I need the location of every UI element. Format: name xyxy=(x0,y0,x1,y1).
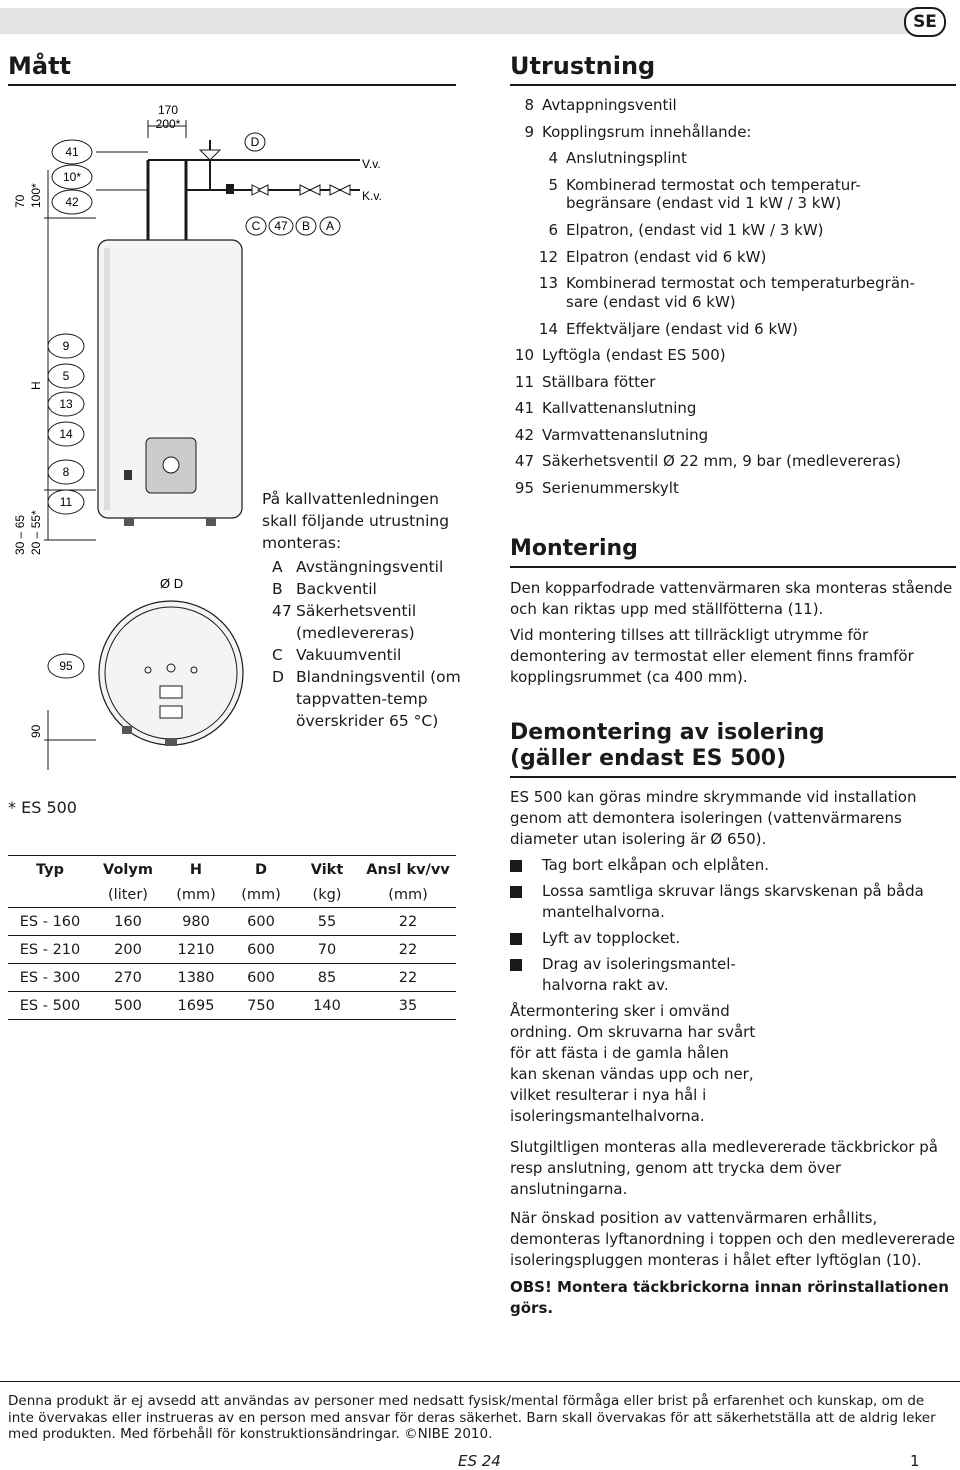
equipment-item xyxy=(512,244,952,271)
table-cell: 35 xyxy=(398,997,418,1014)
footer-rule xyxy=(0,1381,960,1382)
table-row xyxy=(8,992,456,1020)
dim-100: 100* xyxy=(29,183,43,208)
equipment-text: Kopplingsrum innehållande: xyxy=(542,122,752,141)
label-9: 9 xyxy=(62,339,70,353)
unit-cell: (mm) xyxy=(241,887,281,903)
equipment-text: Varmvattenanslutning xyxy=(542,425,709,444)
note-item xyxy=(272,556,462,578)
equipment-number: 8 xyxy=(524,96,534,114)
table-cell: ES - 160 xyxy=(19,913,81,930)
title-rule xyxy=(510,776,956,778)
valve-label-a: A xyxy=(325,219,335,233)
flow-label-kv: K.v. xyxy=(362,189,382,203)
equipment-item xyxy=(512,145,952,172)
table-cell: 980 xyxy=(182,913,210,930)
table-cell: 500 xyxy=(114,997,142,1014)
table-cell: 22 xyxy=(398,941,418,958)
bullet-list xyxy=(510,855,940,996)
table-cell: 200 xyxy=(114,941,142,958)
equipment-text: Kombinerad termostat och temperatur- xyxy=(566,175,861,194)
montering-text xyxy=(510,578,956,688)
footer-disclaimer: Denna produkt är ej avsedd att användas av personer med nedsatt fysisk/mental förmåga eller brist på erfarenhet och kunskap, om de inte övervakas eller instrueras av en person med ansvar för deras säkerhet. Barn skall övervakas för att säkerhetställa att de aldrig leker med produkten. Med förbehåll för konstruktionsändringar. ©NIBE 2010. xyxy=(8,1393,936,1442)
note-key: 47 xyxy=(272,602,292,620)
table-cell: 1695 xyxy=(177,997,215,1014)
table-cell: 1380 xyxy=(177,969,215,986)
demontering-text xyxy=(510,787,956,1319)
section-title-matt: Mått xyxy=(8,52,72,80)
equipment-text: Lyftögla (endast ES 500) xyxy=(542,346,726,364)
label-10: 10* xyxy=(62,170,82,184)
dim-170: 170 xyxy=(157,103,179,117)
section-title-demontering: Demontering av isolering xyxy=(510,720,825,745)
equipment-number: 13 xyxy=(538,274,558,292)
spec-table xyxy=(8,856,456,1020)
dim-70: 70 xyxy=(13,194,27,208)
note-item xyxy=(272,644,462,666)
equipment-item xyxy=(512,448,952,475)
header-bar xyxy=(0,8,922,34)
note-intro: På kallvattenledningen skall följande utrustning monteras: xyxy=(262,490,450,552)
equipment-text: Effektväljare (endast vid 6 kW) xyxy=(566,319,798,338)
equipment-item xyxy=(512,342,952,369)
equipment-number: 14 xyxy=(538,319,558,338)
table-cell: ES - 300 xyxy=(19,969,81,986)
unit-cell: (mm) xyxy=(388,887,428,903)
equipment-item xyxy=(512,422,952,449)
title-rule xyxy=(510,84,956,86)
table-cell: 270 xyxy=(114,969,142,986)
paragraph: Vid montering tillses att tillräckligt utrymme för demontering av termostat eller element finns framför kopplingsrummet (ca 400 mm). xyxy=(510,626,914,686)
equipment-number: 6 xyxy=(548,221,558,239)
table-row xyxy=(8,936,456,964)
equipment-number: 10 xyxy=(514,346,534,364)
section-subtitle-demontering: (gäller endast ES 500) xyxy=(510,746,787,771)
table-cell: 750 xyxy=(247,997,275,1014)
dim-h: H xyxy=(29,381,43,390)
unit-cell xyxy=(8,883,92,908)
equipment-text: Kombinerad termostat och temperaturbegrän- xyxy=(566,274,915,292)
note-text: Blandningsventil (om tappvatten-temp överskrider 65 °C) xyxy=(296,668,461,730)
note-item xyxy=(272,600,462,644)
valve-labels xyxy=(245,133,340,235)
note-key: A xyxy=(272,558,283,576)
note-text: Vakuumventil xyxy=(296,646,402,664)
heater-top-view xyxy=(99,601,243,746)
col-header: Typ xyxy=(35,861,64,878)
equipment-text: begränsare (endast vid 1 kW / 3 kW) xyxy=(566,194,842,212)
note-key: B xyxy=(272,580,283,598)
equipment-item xyxy=(512,395,952,422)
equipment-number: 41 xyxy=(514,399,534,417)
col-header: Volym xyxy=(103,861,153,878)
equipment-item xyxy=(512,217,952,244)
equipment-text: Avtappningsventil xyxy=(542,96,677,114)
valve-label-b: B xyxy=(301,219,311,233)
unit-cell: (liter) xyxy=(108,887,148,903)
note-key: D xyxy=(272,668,284,686)
unit-cell: (mm) xyxy=(176,887,216,903)
table-cell: 160 xyxy=(114,913,142,930)
dim-20-55: 20 – 55* xyxy=(29,510,43,555)
page-number: 1 xyxy=(910,1452,920,1470)
table-cell: ES - 500 xyxy=(19,997,81,1014)
equipment-text: Anslutningsplint xyxy=(566,149,687,167)
label-5: 5 xyxy=(62,369,70,383)
table-cell: 600 xyxy=(247,913,275,930)
table-cell: 85 xyxy=(317,969,337,986)
table-cell: 140 xyxy=(313,997,341,1014)
language-badge: SE xyxy=(904,7,946,37)
col-header: Vikt xyxy=(310,861,344,878)
table-cell: 70 xyxy=(317,941,337,958)
paragraph: Återmontering sker i omvänd ordning. Om skruvarna har svårt för att fästa i de gamla hålen kan skenan vändas upp och ner, vilket resulterar i nya hål i isoleringsmantelhalvorna. xyxy=(510,1002,756,1125)
col-header: H xyxy=(189,861,203,878)
label-11: 11 xyxy=(59,495,73,509)
equipment-number: 47 xyxy=(514,452,534,470)
required-equipment-note xyxy=(262,488,462,732)
col-header: D xyxy=(254,861,268,878)
dim-200: 200* xyxy=(155,117,181,131)
flow-label-vv: V.v. xyxy=(362,157,381,171)
side-labels xyxy=(48,140,92,678)
equipment-item xyxy=(512,316,952,343)
valve-label-d: D xyxy=(250,135,260,149)
bullet-item: Tag bort elkåpan och elplåten. xyxy=(510,855,940,876)
label-95: 95 xyxy=(59,659,73,673)
equipment-text: Elpatron (endast vid 6 kW) xyxy=(566,247,767,266)
dim-diameter: Ø D xyxy=(160,576,184,591)
equipment-number: 42 xyxy=(514,425,534,444)
equipment-item xyxy=(512,475,952,502)
section-title-utrustning: Utrustning xyxy=(510,52,656,80)
note-key: C xyxy=(272,646,283,664)
equipment-item xyxy=(512,193,952,213)
equipment-number: 11 xyxy=(514,372,534,391)
col-header: Ansl kv/vv xyxy=(366,861,450,878)
valve-label-c: C xyxy=(251,219,261,233)
equipment-text: Ställbara fötter xyxy=(542,372,656,391)
heater-front-view xyxy=(98,140,360,526)
note-item xyxy=(272,666,462,732)
label-41: 41 xyxy=(65,145,79,159)
paragraph: När önskad position av vattenvärmaren erhållits, demonteras lyftanordning i toppen och den medlevererade isoleringspluggen monteras i hålet efter lyftöglan (10). xyxy=(510,1209,956,1269)
unit-cell: (kg) xyxy=(312,887,342,903)
document-id: ES 24 xyxy=(458,1452,501,1470)
equipment-item xyxy=(512,292,952,312)
spec-table-wrap xyxy=(8,855,456,1020)
table-cell: 22 xyxy=(398,969,418,986)
footnote-es500: * ES 500 xyxy=(8,798,77,817)
table-cell: 1210 xyxy=(177,941,215,958)
dim-90: 90 xyxy=(29,724,43,738)
valve-label-47: 47 xyxy=(274,219,288,233)
equipment-list xyxy=(512,92,952,501)
label-13: 13 xyxy=(59,397,73,411)
table-cell: 600 xyxy=(247,969,275,986)
note-text: Avstängningsventil xyxy=(296,558,444,576)
equipment-number: 9 xyxy=(524,122,534,141)
equipment-item xyxy=(512,92,952,119)
bullet-item: Drag av isoleringsmantel-halvorna rakt av. xyxy=(510,954,772,996)
label-14: 14 xyxy=(59,427,73,441)
paragraph: Den kopparfodrade vattenvärmaren ska monteras stående och kan riktas upp med ställfötterna (11). xyxy=(510,579,953,618)
equipment-number: 5 xyxy=(548,175,558,194)
table-units-row xyxy=(8,883,456,908)
bullet-item: Lossa samtliga skruvar längs skarvskenan på båda mantelhalvorna. xyxy=(510,881,940,923)
bullet-item: Lyft av topplocket. xyxy=(510,928,940,949)
note-text: Backventil xyxy=(296,580,377,598)
equipment-text: Elpatron, (endast vid 1 kW / 3 kW) xyxy=(566,221,824,239)
paragraph: Slutgiltligen monteras alla medlevererade täckbrickor på resp anslutning, genom att trycka dem över anslutningarna. xyxy=(510,1138,938,1198)
obs-note: OBS! Montera täckbrickorna innan rörinstallationen görs. xyxy=(510,1278,949,1317)
title-rule xyxy=(8,84,456,86)
table-cell: 600 xyxy=(247,941,275,958)
table-header-row xyxy=(8,856,456,883)
table-row xyxy=(8,964,456,992)
paragraph: ES 500 kan göras mindre skrymmande vid installation genom att demontera isoleringen (vattenvärmarens diameter utan isolering är Ø 650). xyxy=(510,788,917,848)
label-8: 8 xyxy=(62,465,70,479)
equipment-text: Kallvattenanslutning xyxy=(542,399,697,417)
equipment-text: Säkerhetsventil Ø 22 mm, 9 bar (medlevereras) xyxy=(542,452,901,470)
note-item xyxy=(272,578,462,600)
label-42: 42 xyxy=(65,195,79,209)
table-cell: 22 xyxy=(398,913,418,930)
table-cell: 55 xyxy=(317,913,337,930)
equipment-item xyxy=(512,369,952,396)
table-cell: ES - 210 xyxy=(19,941,81,958)
table-row xyxy=(8,908,456,936)
equipment-number: 4 xyxy=(548,149,558,167)
equipment-text: Serienummerskylt xyxy=(542,478,679,497)
equipment-number: 12 xyxy=(538,247,558,266)
equipment-text: sare (endast vid 6 kW) xyxy=(566,292,736,311)
dim-30-65: 30 – 65 xyxy=(13,514,27,555)
equipment-number: 95 xyxy=(514,478,534,497)
section-title-montering: Montering xyxy=(510,536,638,561)
demontering-heading xyxy=(510,720,825,772)
equipment-item xyxy=(512,119,952,146)
title-rule xyxy=(510,566,956,568)
note-text: Säkerhetsventil (medlevereras) xyxy=(296,602,417,642)
